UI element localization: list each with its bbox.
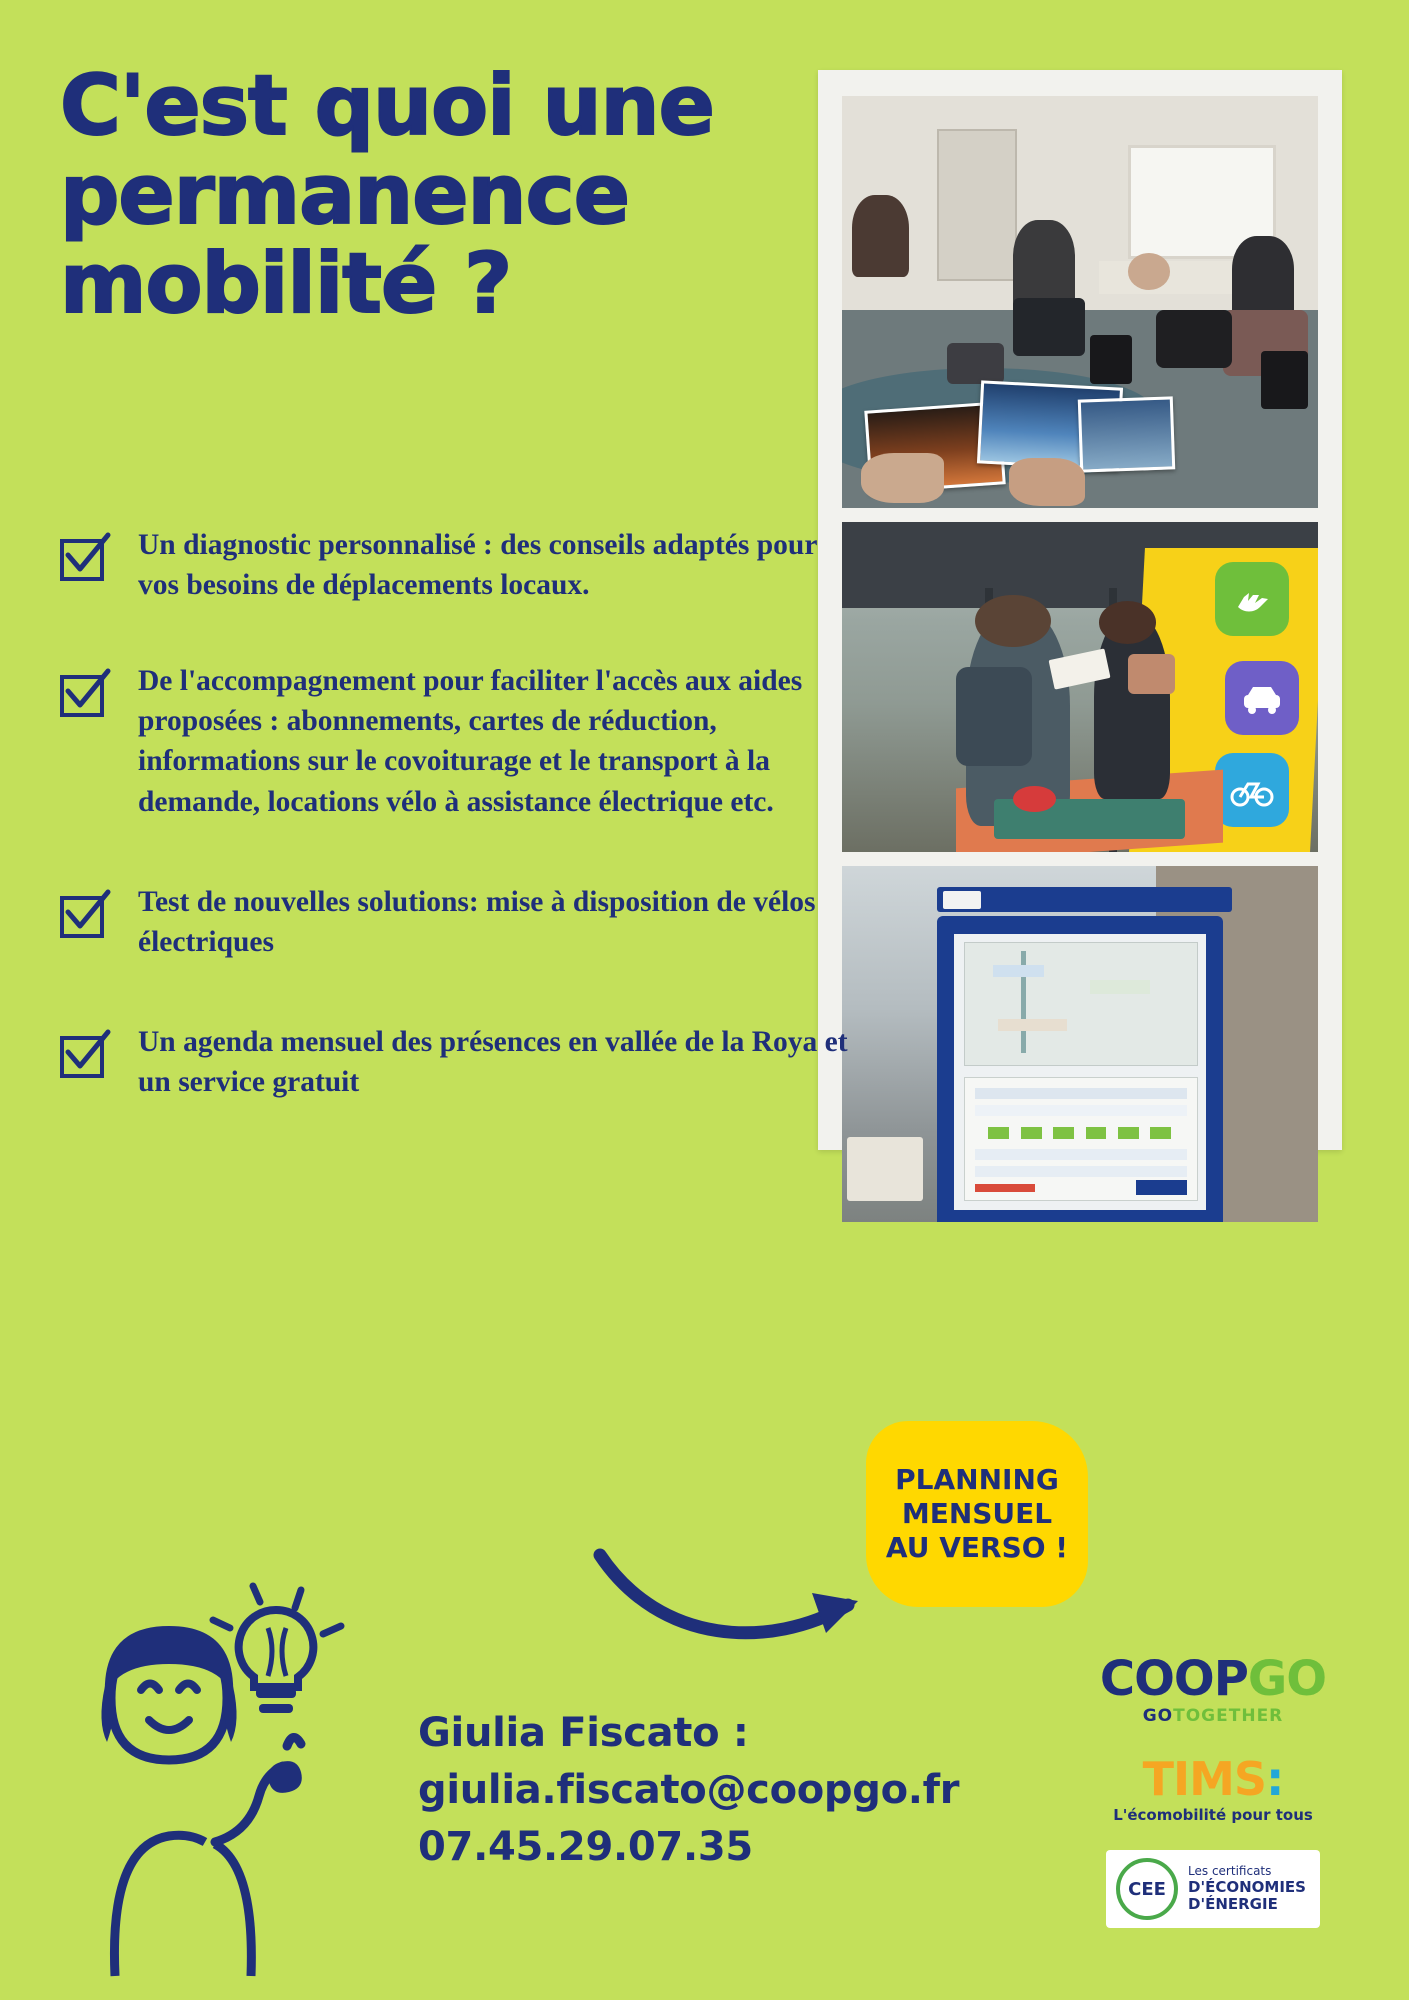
photo-cards-in-hand: [861, 376, 1156, 500]
checkbox-checked-icon: [58, 667, 112, 721]
stop-header-bar: [937, 887, 1232, 912]
checklist-item: [58, 882, 858, 962]
cee-logo-abbr: CEE: [1116, 1858, 1178, 1920]
page-title: C'est quoi une permanence mobilité ?: [60, 57, 714, 332]
tims-logo-text: TIMS: [1142, 1752, 1266, 1806]
photo-bus-stop-totem: [842, 866, 1318, 1222]
bicycle-icon: [1215, 753, 1289, 827]
checkbox-checked-icon: [58, 888, 112, 942]
cee-line-1: Les certificats: [1188, 1864, 1272, 1879]
character-illustration: [55, 1580, 375, 1980]
checklist-item-text: De l'accompagnement pour faciliter l'accès aux aides proposées : abonnements, cartes de réduction, informations sur le covoiturage et le transport à la demande, locations vélo à assistance électrique etc.: [138, 665, 803, 818]
hand-leaf-icon: [1215, 562, 1289, 636]
checklist-item-text: Test de nouvelles solutions: mise à disposition de vélos électriques: [138, 885, 816, 958]
coopgo-logo-part2: GO: [1247, 1651, 1327, 1707]
contact-block: [418, 1705, 959, 1875]
checkbox-checked-icon: [58, 1028, 112, 1082]
photo-meeting-room: [842, 96, 1318, 508]
coopgo-logo-tagline: [1063, 1706, 1363, 1726]
checklist-item-text: Un diagnostic personnalisé : des conseils adaptés pour vos besoins de déplacements locaux.: [138, 529, 817, 602]
cee-line-3: D'ÉNERGIE: [1188, 1894, 1278, 1913]
tims-logo-tagline: L'écomobilité pour tous: [1113, 1806, 1313, 1824]
checklist-item: [58, 1022, 858, 1102]
contact-phone[interactable]: 07.45.29.07.35: [418, 1823, 753, 1870]
checklist-item-text: Un agenda mensuel des présences en vallée de la Roya et un service gratuit: [138, 1025, 848, 1098]
carpool-icon: [1225, 661, 1299, 735]
coopgo-tagline-part2: TOGETHER: [1173, 1706, 1284, 1726]
coopgo-logo: [1063, 1651, 1363, 1707]
photo-strip: [818, 70, 1342, 1150]
checklist-item: [58, 661, 858, 821]
contact-name: Giulia Fiscato :: [418, 1710, 749, 1756]
curved-arrow-icon: [590, 1535, 890, 1655]
tims-logo: TIMS:: [1142, 1752, 1284, 1806]
photo-information-stand: [842, 522, 1318, 852]
contact-email[interactable]: giulia.fiscato@coopgo.fr: [418, 1766, 960, 1813]
checklist-item: [58, 525, 858, 605]
coopgo-tagline-part1: GO: [1142, 1706, 1174, 1726]
planning-badge: PLANNING MENSUEL AU VERSO !: [866, 1421, 1088, 1607]
cee-logo: [1106, 1850, 1320, 1928]
benefits-checklist: [58, 525, 858, 1142]
coopgo-logo-part1: COOP: [1099, 1651, 1248, 1707]
checkbox-checked-icon: [58, 531, 112, 585]
cee-line-2: D'ÉCONOMIES: [1188, 1877, 1306, 1896]
logo-block: [1063, 1651, 1363, 1928]
